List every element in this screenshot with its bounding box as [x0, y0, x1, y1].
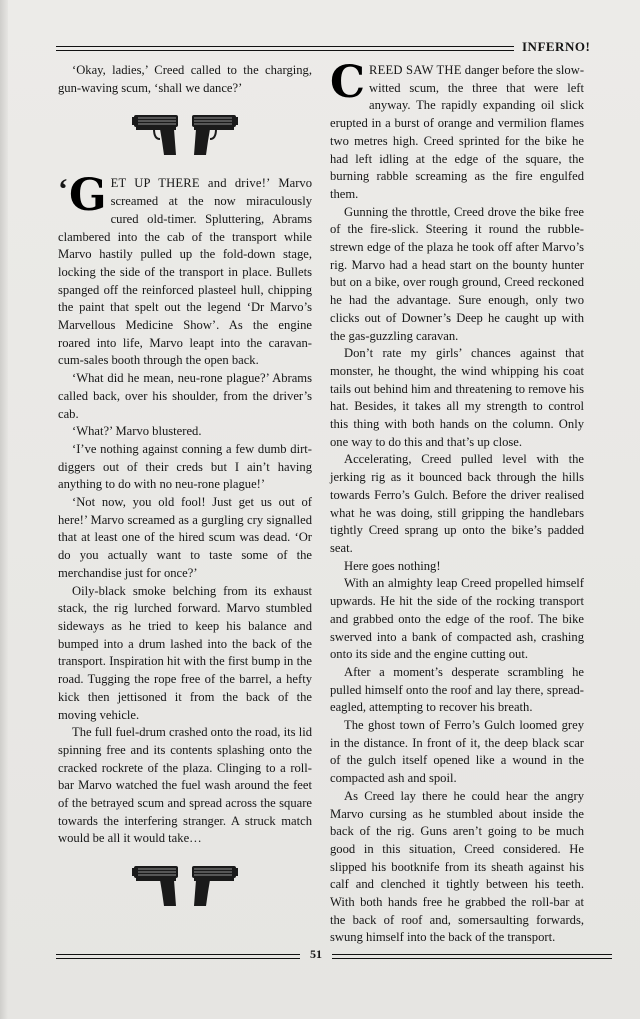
paragraph: As Creed lay there he could hear the angry Marvo cursing as he stumbled about inside the back of the rig. Guns aren’t going to be much good in this situation, Creed considered. He slipped his bootknife from its sheath against his calf and clenched it tightly between his teeth. With both hands free he grabbed the roll-bar at the back of roof and, somersaulting forwards, swung himself into the back of the transport.: [330, 788, 584, 945]
paragraph: ‘Okay, ladies,’ Creed called to the charging, gun-waving scum, ‘shall we dance?’: [58, 63, 312, 95]
footer-rule-left: [56, 954, 300, 959]
page-edge-shadow: [0, 0, 8, 1019]
paragraph: After a moment’s desperate scrambling he pulled himself onto the roof and lay there, spread-eagled, attempting to recover his breath.: [330, 664, 584, 715]
left-column: [58, 62, 312, 926]
lead-in-caps: ET UP THERE and drive!’: [110, 176, 271, 191]
dropcap-letter: C: [330, 57, 366, 108]
paragraph: Don’t rate my girls’ chances against that monster, he thought, the wind whipping his coat tails out behind him and threatening to remove his hat. Besides, it takes all my strength to control this thing with both hands on the column. Only one way to do this and that’s up close.: [330, 346, 584, 449]
paragraph: With an almighty leap Creed propelled himself upwards. He hit the side of the rocking transport and grabbed onto the edge of the roof. The bike swerved into a bank of compacted ash, crashing onto its side and the engine cutting out.: [330, 576, 584, 662]
paragraph: The full fuel-drum crashed onto the road, its lid spinning free and its contents splashing onto the cracked rockrete of the plaza. Clinging to a roll-bar Marvo watched the fuel wash around the feet of the betrayed scum and spread across the square towards the interfering stranger. A struck match would be all it would take…: [58, 725, 312, 846]
dropcap-letter: G: [69, 170, 107, 222]
paragraph-body: Marvo screamed at the now miraculously cured old-timer. Spluttering, Abrams clambered into the cab of the transport while Marvo hastily pulled up the fold-down stage, locking the side of the transport in place. Bullets spanged off the reinforced plasteel hull, chipping the paint that spelt out the legend ‘Dr Marvo’s Marvellous Medicine Show’. As the engine roared into life, Marvo leapt into the caravan-cum-sales booth through the open back.: [58, 176, 312, 368]
running-header-title: INFERNO!: [522, 39, 591, 54]
page-number: 51: [310, 947, 322, 961]
paragraph-with-dropcap: [330, 57, 585, 204]
paragraph: ‘Not now, you old fool! Just get us out of here!’ Marvo screamed as a gurgling cry signalled that at least one of the hired scum was dead. ‘Or do you actually want to taste some of the merchandise just for once?’: [58, 495, 312, 580]
header-rule: [56, 46, 514, 51]
right-column: [330, 57, 585, 947]
paragraph: Gunning the throttle, Creed drove the bike free of the fire-slick. Steering it round the rubble-strewn edge of the plaza he took off after Marvo’s rig. Marvo had a head start on the bounty hunter but on a bike, over rough ground, Creed reckoned he had the advantage. Sure enough, only two clicks out of Downer’s Deep he caught up with the gas-guzzling caravan.: [330, 204, 584, 343]
paragraph: Accelerating, Creed pulled level with the jerking rig as it bounced back through the hills towards Ferro’s Gulch. Before the driver realised what he was doing, still gripping the handlebars tightly Creed sprang up onto the bike’s padded seat.: [330, 452, 584, 555]
paragraph: ‘I’ve nothing against conning a few dumb dirt-diggers out of their creds but I ain’t having anything to do with no neu-rone plague!’: [58, 441, 312, 492]
crossed-pistols-ornament-icon: [130, 107, 240, 163]
paragraph: ‘What did he mean, neu-rone plague?’ Abrams called back, over his shoulder, from the driver’s cab.: [58, 371, 312, 421]
dropcap-quote: ‘: [58, 173, 68, 207]
paragraph: Here goes nothing!: [344, 558, 441, 573]
paragraph: The ghost town of Ferro’s Gulch loomed grey in the distance. In front of it, the deep black scar of the gulch itself opened like a wound in the compacted ash and spoil.: [330, 718, 584, 786]
paragraph: Oily-black smoke belching from its exhaust stack, the rig lurched forward. Marvo stumbled sideways as he tried to keep his balance and bumped into a drum lashed into the back of the transport. Inspiration hit with the first bump in the road. Tugging the rope free of the barrel, a hefty kick then jettisoned it from the back of the moving vehicle.: [58, 583, 312, 722]
crossed-pistols-ornament-icon: [130, 858, 240, 914]
paragraph: ‘What?’ Marvo blustered.: [72, 424, 202, 439]
footer-rule-right: [332, 954, 612, 959]
paragraph-with-dropcap: [58, 170, 312, 370]
lead-in-caps: REED SAW THE: [369, 63, 462, 77]
paragraph-body: danger before the slow-witted scum, the three that were left anyway. The rapidly expanding oil slick erupted in a burst of orange and vermilion flames two metres high. Creed sprinted for the bike he had left idling at the edge of the square, the burning rabble screaming as the fire engulfed them.: [330, 63, 585, 201]
